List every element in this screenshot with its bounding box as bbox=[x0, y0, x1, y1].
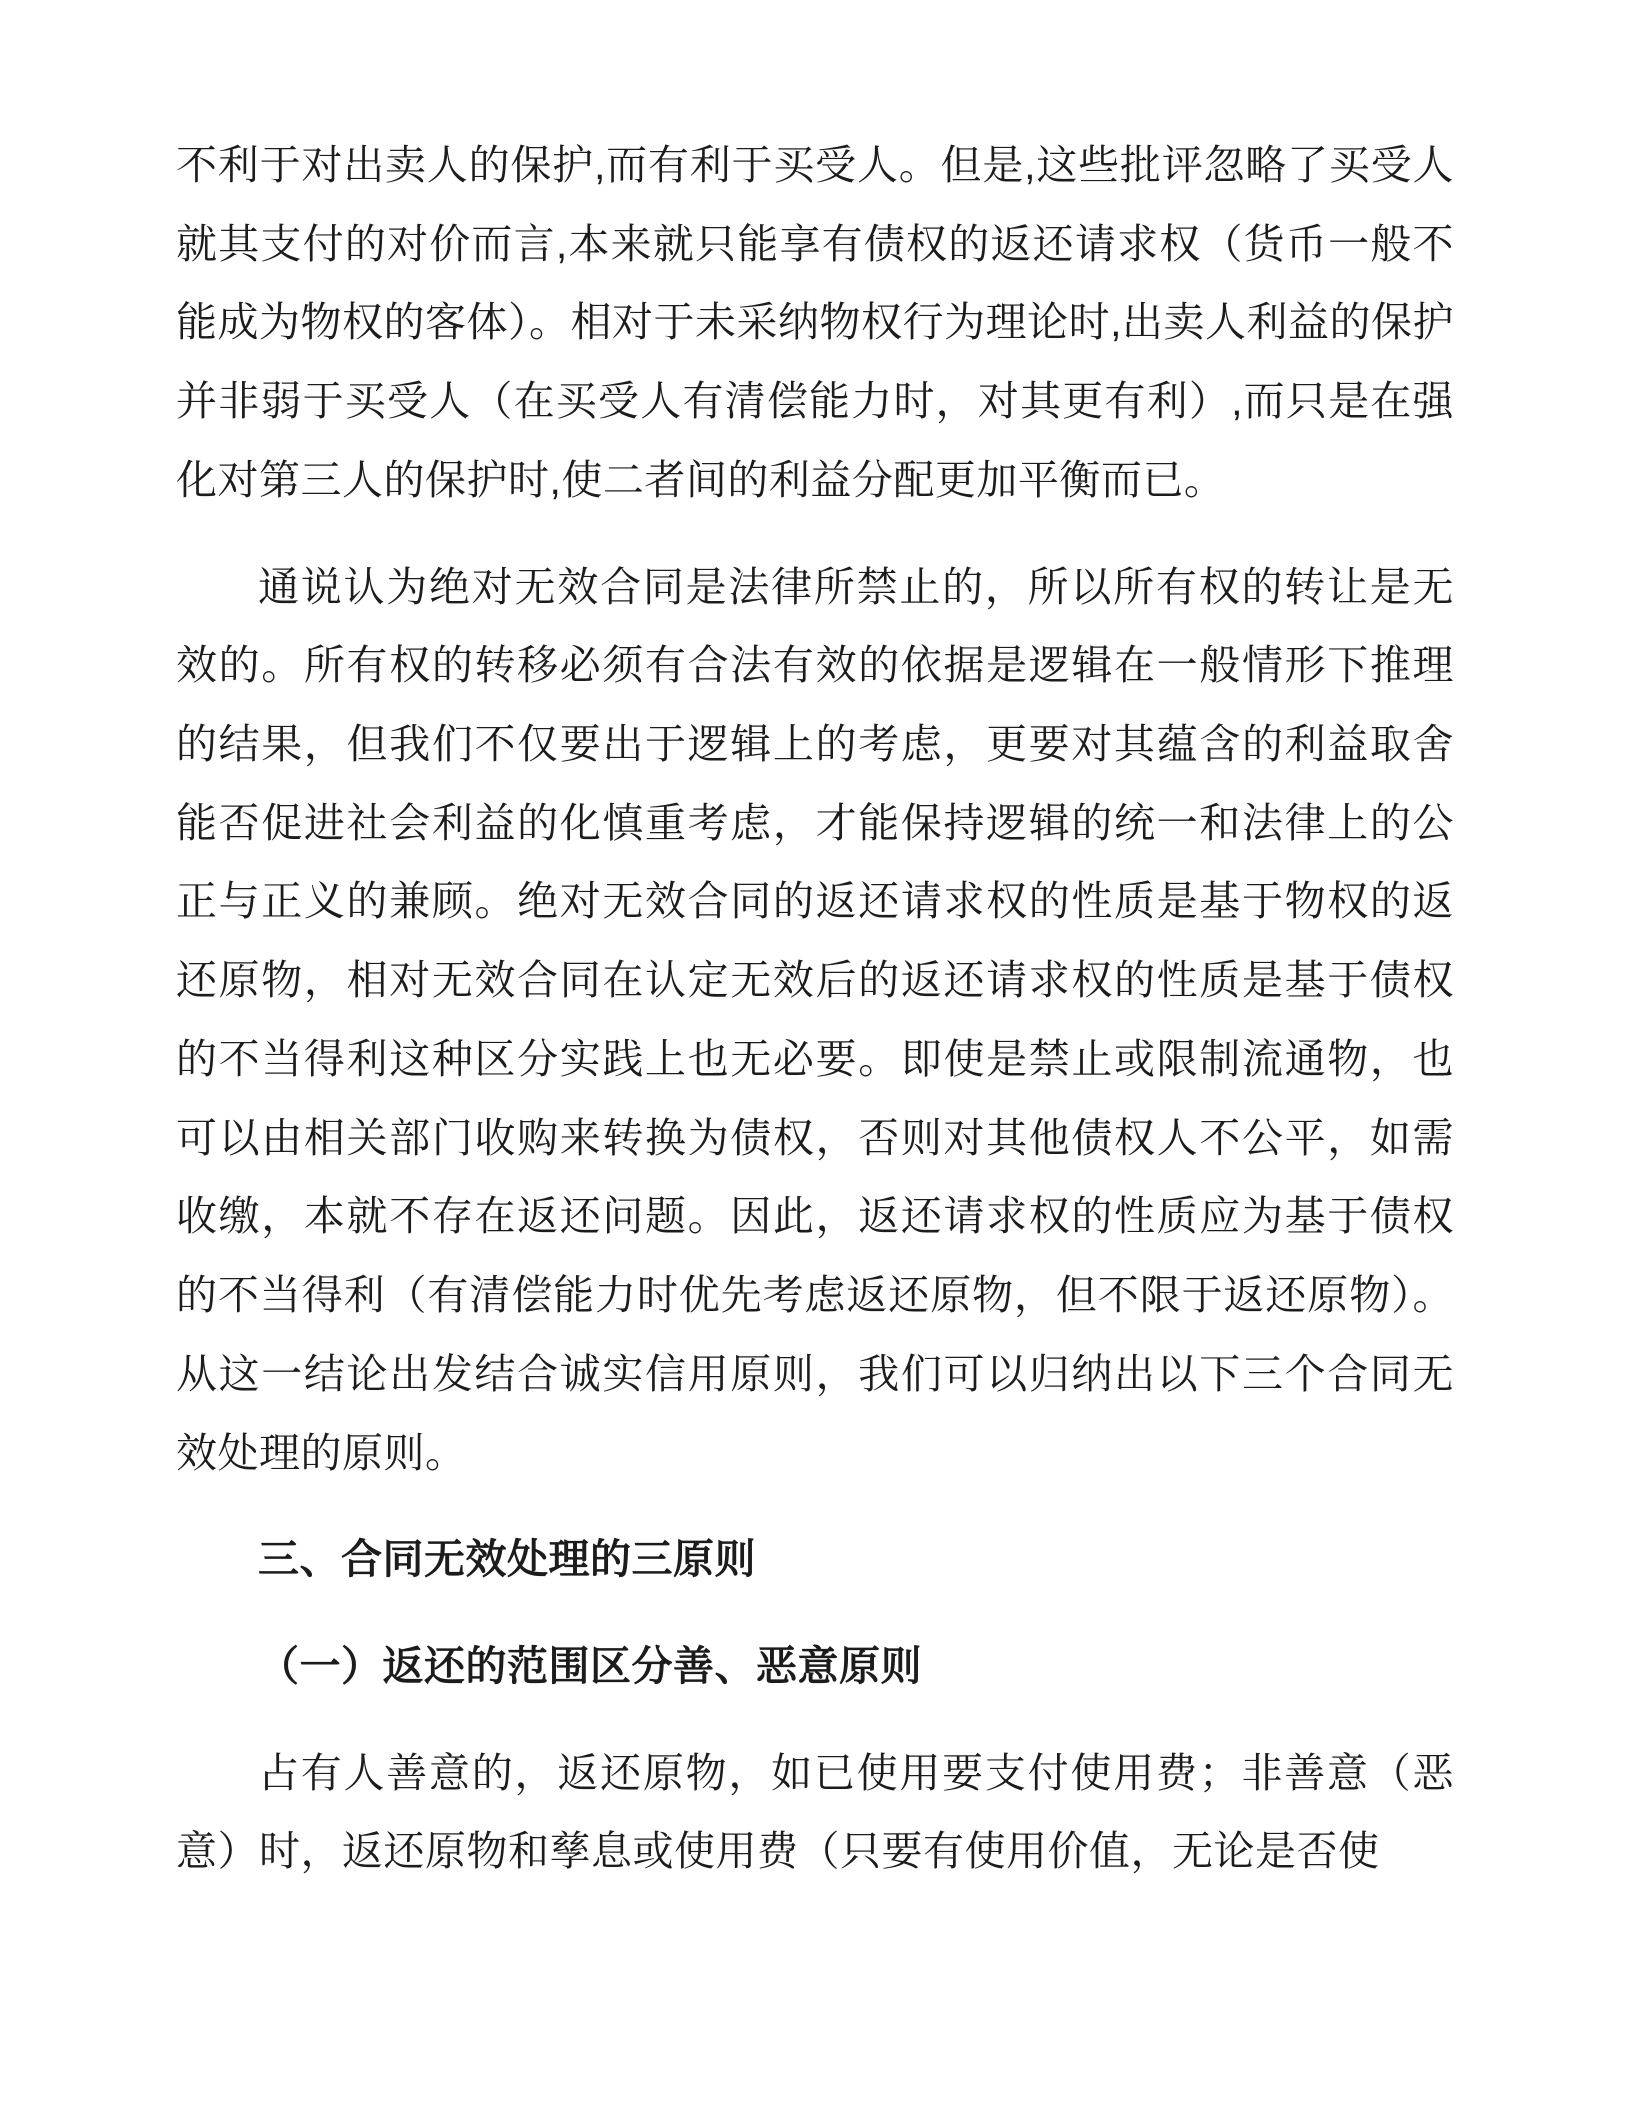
section-heading: 三、合同无效处理的三原则 bbox=[258, 1536, 756, 1583]
subsection-heading: （一）返还的范围区分善、恶意原则 bbox=[258, 1642, 922, 1689]
paragraph-body: 通说认为绝对无效合同是法律所禁止的，所以所有权的转让是无效的。所有权的转移必须有合法有效的依据是逻辑在一般情形下推理的结果，但我们不仅要出于逻辑上的考虑，更要对其蕴含的利益取舍能否促进社会利益的化慎重考虑，才能保持逻辑的统一和法律上的公正与正义的兼顾。绝对无效合同的返还请求权的性质是基于物权的返还原物，相对无效合同在认定无效后的返还请求权的性质是基于债权的不当得利这种区分实践上也无必要。即使是禁止或限制流通物，也可以由相关部门收购来转换为债权，否则对其他债权人不公平，如需收缴，本就不存在返还问题。因此，返还请求权的性质应为基于债权的不当得利（有清偿能力时优先考虑返还原物，但不限于返还原物）。从这一结论出发结合诚实信用原则，我们可以归纳出以下三个合同无效处理的原则。 bbox=[176, 563, 1454, 1476]
paragraph-continuation: 不利于对出卖人的保护,而有利于买受人。但是,这些批评忽略了买受人就其支付的对价而言,本来就只能享有债权的返还请求权（货币一般不能成为物权的客体）。相对于未采纳物权行为理论时,出卖人利益的保护并非弱于买受人（在买受人有清偿能力时，对其更有利）,而只是在强化对第三人的保护时,使二者间的利益分配更加平衡而已。 bbox=[176, 142, 1454, 503]
paragraph-body-truncated: 占有人善意的，返还原物，如已使用要支付使用费；非善意（恶意）时，返还原物和孳息或使用费（只要有使用价值，无论是否使 bbox=[176, 1749, 1454, 1875]
